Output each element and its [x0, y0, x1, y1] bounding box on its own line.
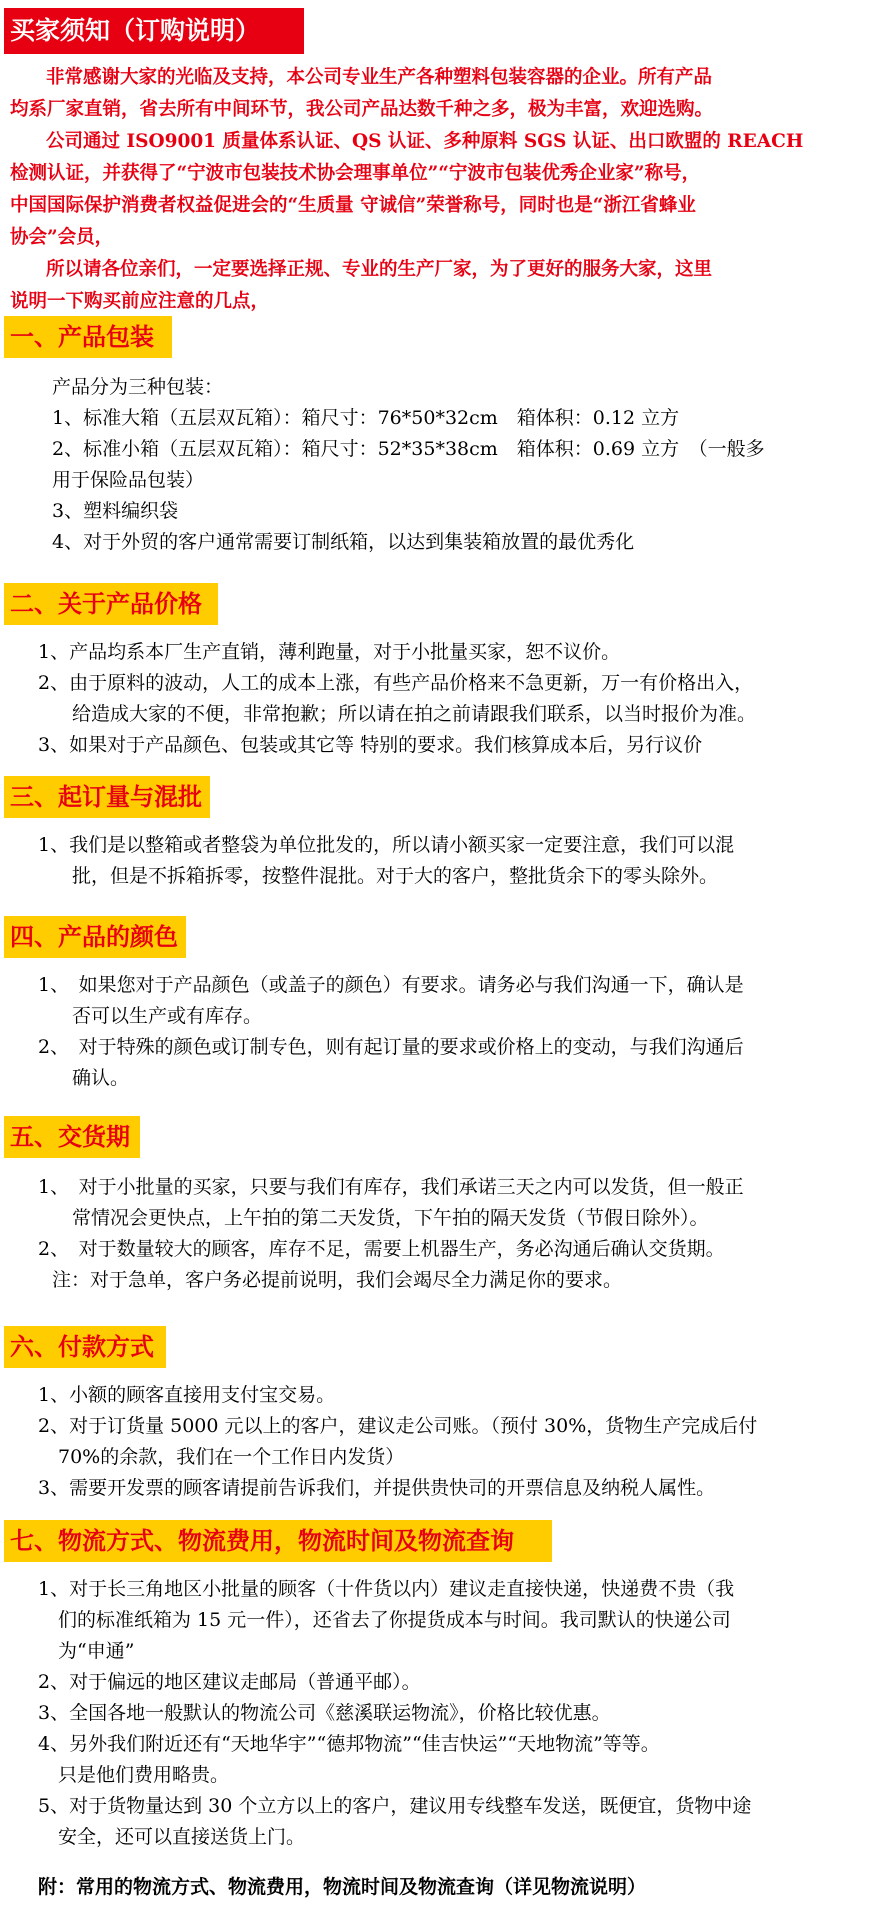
section-line: 否可以生产或有库存。 — [72, 1005, 263, 1027]
section-1-heading: 一、产品包装 — [4, 316, 172, 358]
section-line: 3、塑料编织袋 — [52, 500, 179, 522]
section-line: 2、 对于特殊的颜色或订制专色，则有起订量的要求或价格上的变动，与我们沟通后 — [38, 1036, 744, 1058]
intro-line: 均系厂家直销，省去所有中间环节，我公司产品达数千种之多，极为丰富，欢迎选购。 — [10, 99, 714, 120]
section-6-heading: 六、付款方式 — [4, 1326, 166, 1368]
section-line: 2、标准小箱（五层双瓦箱）：箱尺寸：52*35*38cm 箱体积：0.69 立方 （一般多 — [52, 438, 765, 460]
footer-note-block — [0, 1872, 876, 1903]
intro-line: 协会”会员， — [10, 227, 114, 248]
page-title: 买家须知（订购说明） — [4, 8, 304, 54]
section-line: 为“申通” — [58, 1640, 135, 1662]
section-line: 4、对于外贸的客户通常需要订制纸箱，以达到集装箱放置的最优秀化 — [52, 531, 635, 553]
section-note: 注：对于急单，客户务必提前说明，我们会竭尽全力满足你的要求。 — [52, 1269, 623, 1291]
section-line: 们的标准纸箱为 15 元一件），还省去了你提货成本与时间。我司默认的快递公司 — [58, 1609, 731, 1631]
section-line: 只是他们费用略贵。 — [58, 1764, 230, 1786]
intro-line: 所以请各位亲们，一定要选择正规、专业的生产厂家，为了更好的服务大家，这里 — [46, 259, 713, 280]
section-line: 2、对于偏远的地区建议走邮局（普通平邮）。 — [38, 1671, 421, 1693]
intro-line: 说明一下购买前应注意的几点， — [10, 291, 270, 312]
section-line: 1、小额的顾客直接用支付宝交易。 — [38, 1384, 336, 1406]
section-4-heading: 四、产品的颜色 — [4, 916, 186, 958]
section-line: 1、 对于小批量的买家，只要与我们有库存，我们承诺三天之内可以发货，但一般正 — [38, 1176, 744, 1198]
intro-line: 检测认证，并获得了“宁波市包装技术协会理事单位”“宁波市包装优秀企业家”称号， — [10, 163, 701, 184]
section-line: 1、我们是以整箱或者整袋为单位批发的，所以请小额买家一定要注意，我们可以混 — [38, 834, 735, 856]
section-line: 2、由于原料的波动，人工的成本上涨，有些产品价格来不急更新，万一有价格出入， — [38, 672, 754, 694]
section-line: 1、标准大箱（五层双瓦箱）：箱尺寸：76*50*32cm 箱体积：0.12 立方 — [52, 407, 680, 429]
section-4-body — [0, 970, 876, 1094]
section-line: 2、对于订货量 5000 元以上的客户，建议走公司账。（预付 30%，货物生产完成后付 — [38, 1415, 758, 1437]
intro-line: 非常感谢大家的光临及支持，本公司专业生产各种塑料包装容器的企业。所有产品 — [46, 67, 713, 88]
section-3-body — [0, 830, 876, 892]
section-line: 给造成大家的不便，非常抱歉；所以请在拍之前请跟我们联系，以当时报价为准。 — [72, 703, 757, 725]
footer-note: 附：常用的物流方式、物流费用，物流时间及物流查询（详见物流说明） — [38, 1876, 647, 1898]
section-1-body — [0, 372, 876, 558]
section-line: 产品分为三种包装： — [52, 376, 224, 398]
section-5-body — [0, 1172, 876, 1296]
section-line: 3、如果对于产品颜色、包装或其它等 特别的要求。我们核算成本后，另行议价 — [38, 734, 703, 756]
section-line: 常情况会更快点，上午拍的第二天发货，下午拍的隔天发货（节假日除外）。 — [72, 1207, 709, 1229]
section-line: 4、另外我们附近还有“天地华宇”“德邦物流”“佳吉快运”“天地物流”等等。 — [38, 1733, 660, 1755]
intro-text — [10, 62, 870, 318]
section-line: 1、 如果您对于产品颜色（或盖子的颜色）有要求。请务必与我们沟通一下，确认是 — [38, 974, 744, 996]
section-line: 确认。 — [72, 1067, 130, 1089]
section-7-body — [0, 1574, 876, 1853]
section-7-heading: 七、物流方式、物流费用，物流时间及物流查询 — [4, 1520, 552, 1562]
section-line: 批，但是不拆箱拆零，按整件混批。对于大的客户，整批货余下的零头除外。 — [72, 865, 719, 887]
intro-line: 中国国际保护消费者权益促进会的“生质量 守诚信”荣誉称号，同时也是“浙江省蜂业 — [10, 195, 696, 216]
section-2-body — [0, 637, 876, 761]
section-line: 3、全国各地一般默认的物流公司《慈溪联运物流》，价格比较优惠。 — [38, 1702, 611, 1724]
section-6-body — [0, 1380, 876, 1504]
section-line: 2、 对于数量较大的顾客，库存不足，需要上机器生产，务必沟通后确认交货期。 — [38, 1238, 725, 1260]
section-2-heading: 二、关于产品价格 — [4, 583, 218, 625]
section-line: 安全，还可以直接送货上门。 — [58, 1826, 306, 1848]
section-line: 用于保险品包装） — [52, 469, 205, 491]
section-line: 1、对于长三角地区小批量的顾客（十件货以内）建议走直接快递，快递费不贵（我 — [38, 1578, 735, 1600]
section-line: 5、对于货物量达到 30 个立方以上的客户，建议用专线整车发送，既便宜，货物中途 — [38, 1795, 752, 1817]
intro-line: 公司通过 ISO9001 质量体系认证、QS 认证、多种原料 SGS 认证、出口欧盟的 REACH — [46, 131, 804, 152]
section-3-heading: 三、起订量与混批 — [4, 776, 210, 818]
section-line: 3、需要开发票的顾客请提前告诉我们，并提供贵快司的开票信息及纳税人属性。 — [38, 1477, 716, 1499]
section-line: 1、产品均系本厂生产直销，薄利跑量，对于小批量买家，恕不议价。 — [38, 641, 621, 663]
section-5-heading: 五、交货期 — [4, 1116, 140, 1158]
section-line: 70%的余款，我们在一个工作日内发货） — [58, 1446, 405, 1468]
